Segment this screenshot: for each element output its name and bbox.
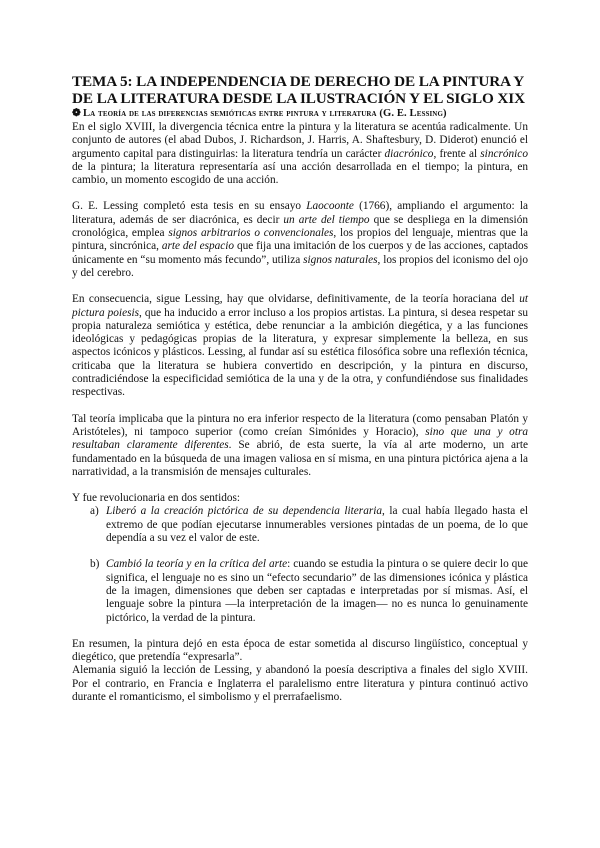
p1-text-a: En el siglo XVIII, la divergencia técnica entre la pintura y la literatura se acentúa radicalmente. Un conjunto de autores (el abad Dubos, J. Richardson, J. Harris, A. Shaftesbury, D. Diderot) enunció el argumento capital para distinguirlas: la literatura tendría un carácter	[72, 121, 528, 160]
paragraph-7: Alemania siguió la lección de Lessing, y abandonó la poesía descriptiva a finales del siglo XVIII. Por el contrario, en Francia e Inglaterra el paralelismo entre literatura y pintura continuó activo durante el romanticismo, el simbolismo y el prerrafaelismo.	[72, 664, 528, 703]
p2-text-a: G. E. Lessing completó esta tesis en su ensayo	[72, 200, 307, 213]
p2-italic-signos-naturales: signos naturales	[303, 253, 378, 266]
list-text-a	[106, 505, 528, 545]
p2-text-b: (1766), ampliando el argumento: la literatura, además de ser diacrónica, es decir	[72, 200, 528, 226]
p2-text-f: , los propios del iconismo del ojo y del cerebro.	[72, 253, 528, 279]
p4-text-b: . Se abrió, de esta suerte, la vía al arte moderno, un arte fundamentado en la búsqueda de una imagen valiosa en sí misma, en una pintura pictórica ajena a la narratividad, a la transmisión de mensajes culturales.	[72, 439, 528, 478]
p3-text-b: , que ha inducido a error incluso a los propios artistas. La pintura, si desea respetar su propia naturaleza semiótica y estética, debe renunciar a la ambición diegética, y a las funciones ideológicas y pedagógicas propias de la literatura, y expresar simplemente la belleza, en sus aspectos icónicos y plásticos. Lessing, al fundar así su estética filosófica sobre una reflexión técnica, criticaba que la literatura se hubiera convertido en descripción, y la pintura en discurso, contradiciéndose la especificidad semiótica de la una y de la otra, y confundiéndose sus finalidades respectivas.	[72, 306, 528, 399]
subtitle-text: La teoría de las diferencias semióticas entre pintura y literatura (G. E. Lessing)	[82, 108, 447, 119]
p2-text-c: que se despliega en la dimensión cronológica, emplea	[72, 213, 528, 240]
p1-italic-diacronico: diacrónico	[384, 147, 434, 160]
list-label-b: b)	[90, 558, 100, 571]
list-label-a: a)	[90, 505, 99, 518]
p3-italic-ut-pictura: ut pictura poiesis	[72, 293, 528, 319]
p1-text-c: de la pintura; la literatura representaría así una acción desarrollada en el tiempo; la pintura, en cambio, un momento escogido de una acción.	[72, 160, 528, 187]
section-subtitle	[72, 107, 528, 120]
paragraph-5: Y fue revolucionaria en dos sentidos:	[72, 492, 241, 505]
paragraph-3	[72, 293, 528, 399]
p4-italic-diferentes: sino que una y otra resultaban claramente diferentes	[72, 425, 528, 452]
revolution-list	[72, 505, 528, 624]
list-b-text: : cuando se estudia la pintura o se quiere decir lo que significa, el lenguaje no es sino un “efecto secundario” de las dimensiones icónica y plástica de la imagen, dimensiones que deben ser captadas e interpretadas por sí mismas. Así, el lenguaje sobre la pintura —la interpretación de la imagen— no es nunca lo genuinamente pictórico, la verdad de la pintura.	[106, 558, 528, 624]
p2-italic-arte-tiempo: un arte del tiempo	[283, 213, 370, 226]
list-item-b	[72, 558, 528, 624]
list-a-text: , la cual había llegado hasta el extremo de que podían ejecutarse innumerables versiones pintadas de un poema, de lo que dependía a su vez el valor de este.	[106, 505, 528, 545]
paragraph-2	[72, 200, 528, 280]
p1-italic-sincronico: sincrónico	[480, 147, 528, 160]
list-b-italic: Cambió la teoría y en la crítica del arte	[106, 558, 288, 571]
p2-italic-signos-arbitrarios: signos arbitrarios o convencionales	[168, 227, 334, 240]
list-a-italic: Liberó a la creación pictórica de su dependencia literaria	[106, 505, 383, 518]
list-text-b	[106, 558, 528, 624]
flower-bullet-icon: ❁	[72, 108, 81, 119]
p4-text-a: Tal teoría implicaba que la pintura no era inferior respecto de la literatura (como pensaban Platón y Aristóteles), ni tampoco superior (como creían Simónides y Horacio),	[72, 412, 528, 438]
p2-italic-arte-espacio: arte del espacio	[161, 240, 235, 253]
list-item-a	[72, 505, 528, 545]
p2-italic-laocoonte: Laocoonte	[306, 200, 354, 213]
p2-text-e: que fija una imitación de los cuerpos y de las acciones, captados únicamente en “su momento más fecundo”, utiliza	[72, 240, 529, 266]
paragraph-6: En resumen, la pintura dejó en esta época de estar sometida al discurso lingüístico, conceptual y diegético, que pretendía “expresarla”.	[72, 637, 528, 664]
paragraph-4	[72, 413, 528, 479]
p2-text-d: , los propios del lenguaje, mientras que la pintura, sincrónica,	[72, 227, 529, 253]
p1-text-b: , frente al	[433, 147, 481, 160]
p3-text-a: En consecuencia, sigue Lessing, hay que olvidarse, definitivamente, de la teoría horaciana del	[72, 293, 520, 306]
paragraph-1	[72, 121, 528, 187]
document-title: TEMA 5: LA INDEPENDENCIA DE DERECHO DE LA PINTURA Y DE LA LITERATURA DESDE LA ILUSTRACIÓN Y EL SIGLO XIX	[72, 73, 525, 107]
